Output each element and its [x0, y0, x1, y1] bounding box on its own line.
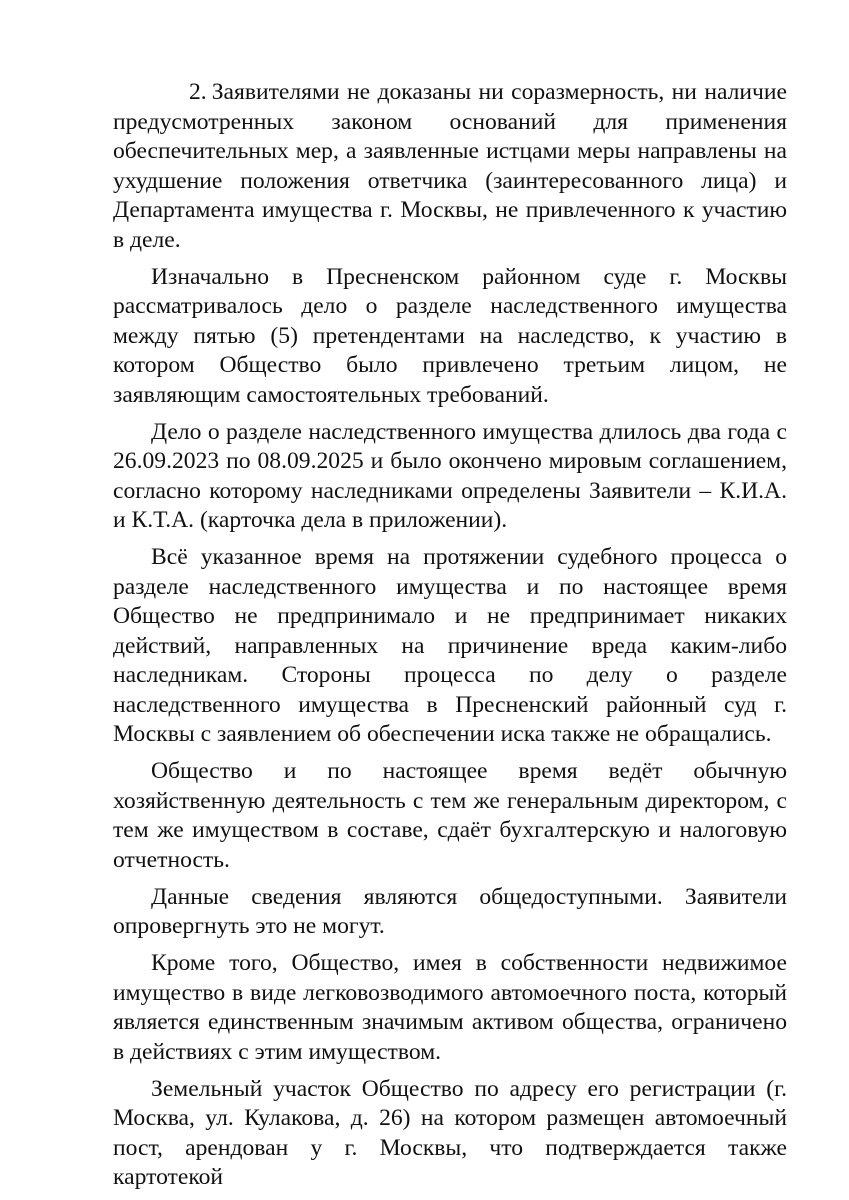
paragraph-case-duration: Дело о разделе наследственного имущества длилось два года с 26.09.2023 по 08.09.2025 и было окончено мировым соглашением, согласно которому наследниками определены Заявители – К.И.А. и К.Т.А. (карточка дела в приложении).: [113, 418, 787, 533]
paragraph-number: 2.: [189, 79, 207, 105]
paragraph-land-plot: Земельный участок Общество по адресу его регистрации (г. Москва, ул. Кулакова, д. 26) на котором размещен автомоечный пост, арендован у г. Москвы, что подтверждается также картотекой: [113, 1075, 787, 1190]
paragraph-text: Заявителями не доказаны ни соразмерность, ни наличие предусмотренных законом оснований для применения обеспечительных мер, а заявленные истцами меры направлены на ухудшение положения ответчика (заинтересованного лица) и Департамента имущества г. Москвы, не привлеченного к участию в деле.: [113, 79, 787, 253]
paragraph-public-info: Данные сведения являются общедоступными. Заявители опровергнуть это не могут.: [113, 883, 787, 939]
paragraph-property-restriction: Кроме того, Общество, имея в собственности недвижимое имущество в виде легковозводимого автомоечного поста, который является единственным значимым активом общества, ограничено в действиях с этим имуществом.: [113, 950, 787, 1065]
paragraph-initial-case: Изначально в Пресненском районном суде г. Москвы рассматривалось дело о разделе наследственного имущества между пятью (5) претендентами на наследство, к участию в котором Общество было привлечено третьим лицом, не заявляющим самостоятельных требований.: [113, 263, 787, 408]
paragraph-2: [113, 78, 787, 255]
document-page: [113, 78, 787, 1200]
paragraph-business-activity: Общество и по настоящее время ведёт обычную хозяйственную деятельность с тем же генеральным директором, с тем же имуществом в составе, сдаёт бухгалтерскую и налоговую отчетность.: [113, 758, 787, 873]
paragraph-company-conduct: Всё указанное время на протяжении судебного процесса о разделе наследственного имущества и по настоящее время Общество не предпринимало и не предпринимает никаких действий, направленных на причинение вреда каким-либо наследникам. Стороны процесса по делу о разделе наследственного имущества в Пресненский районный суд г. Москвы с заявлением об обеспечении иска также не обращались.: [113, 544, 787, 747]
